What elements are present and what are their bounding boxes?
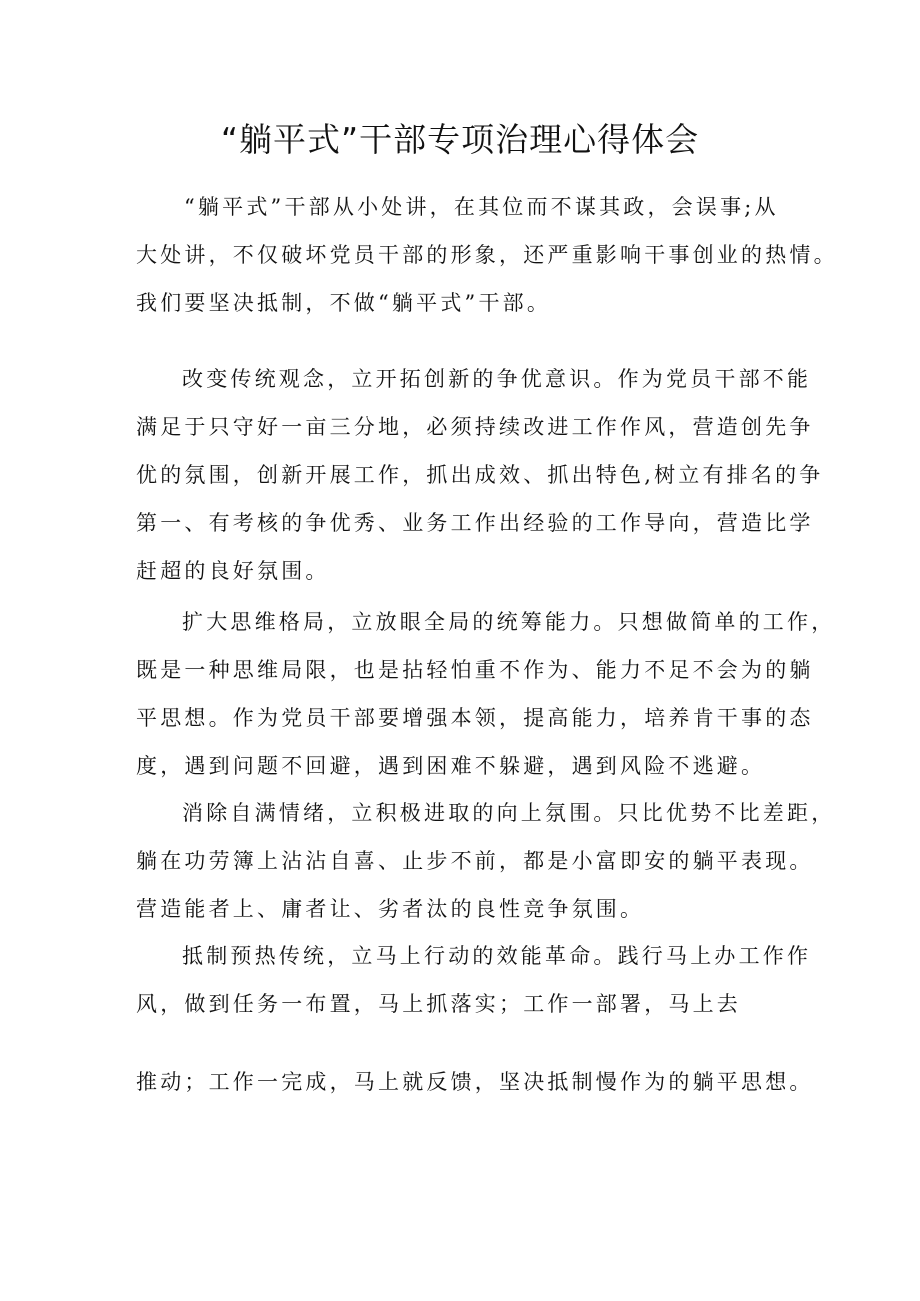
paragraph-2-line-3: 优的氛围，创新开展工作，抓出成效、抓出特色,树立有排名的争 [136, 463, 824, 487]
paragraph-5-line-2: 风，做到任务一布置，马上抓落实；工作一部署，马上去 [136, 992, 741, 1016]
paragraph-2-line-2: 满足于只守好一亩三分地，必须持续改进工作作风，营造创先争 [136, 415, 814, 439]
paragraph-3-line-1: 扩大思维格局，立放眼全局的统筹能力。只想做简单的工作， [182, 610, 836, 634]
paragraph-4-line-3: 营造能者上、庸者让、劣者汰的良性竞争氛围。 [136, 897, 645, 921]
paragraph-4-line-1: 消除自满情绪，立积极进取的向上氛围。只比优势不比差距， [182, 801, 836, 825]
paragraph-1-line-1: “躺平式”干部从小处讲，在其位而不谋其政，会误事;从 [184, 195, 779, 219]
paragraph-3-line-2: 既是一种思维局限，也是拈轻怕重不作为、能力不足不会为的躺 [136, 658, 814, 682]
paragraph-1-line-3: 我们要坚决抵制，不做“躺平式”干部。 [136, 291, 552, 315]
paragraph-4-line-2: 躺在功劳簿上沾沾自喜、止步不前，都是小富即安的躺平表现。 [136, 849, 814, 873]
document-title: “躺平式”干部专项治理心得体会 [220, 120, 700, 159]
paragraph-3-line-3: 平思想。作为党员干部要增强本领，提高能力，培养肯干事的态 [136, 706, 814, 730]
paragraph-2-line-4: 第一、有考核的争优秀、业务工作出经验的工作导向，营造比学 [136, 511, 814, 535]
paragraph-5-line-1: 抵制预热传统，立马上行动的效能革命。践行马上办工作作 [182, 944, 812, 968]
paragraph-2-line-1: 改变传统观念，立开拓创新的争优意识。作为党员干部不能 [182, 367, 812, 391]
paragraph-5-line-3: 推动；工作一完成，马上就反馈，坚决抵制慢作为的躺平思想。 [136, 1070, 814, 1094]
paragraph-2-line-5: 赶超的良好氛围。 [136, 559, 330, 583]
paragraph-3-line-4: 度，遇到问题不回避，遇到困难不躲避，遇到风险不逃避。 [136, 754, 766, 778]
paragraph-1-line-2: 大处讲，不仅破坏党员干部的形象，还严重影响干事创业的热情。 [136, 243, 838, 267]
